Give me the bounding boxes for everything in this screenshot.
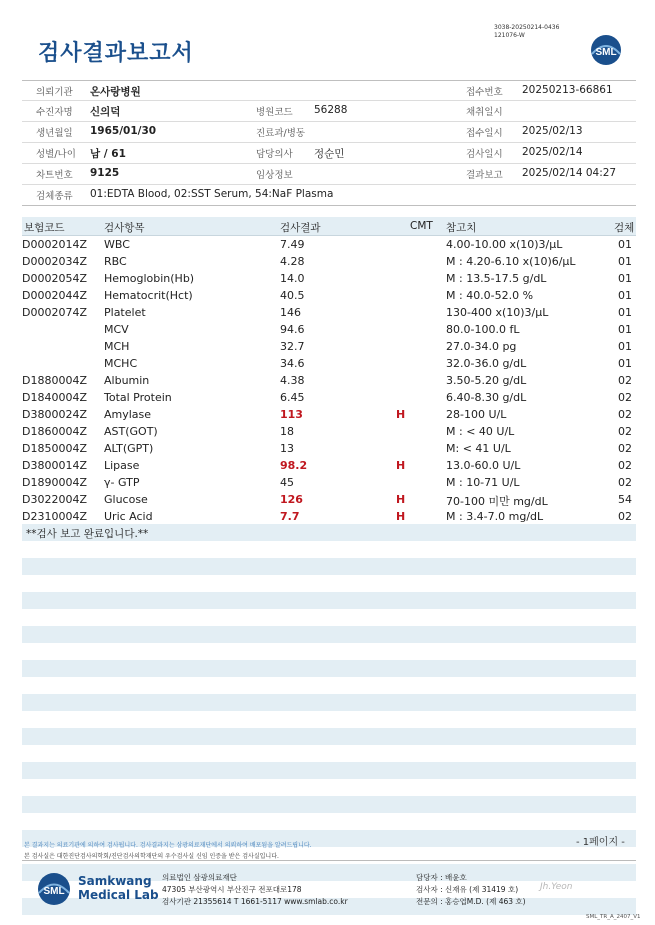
results-table bbox=[22, 217, 636, 525]
form-number: SML_TR_A_2407_V1 bbox=[586, 914, 641, 920]
report-title: 검사결과보고서 bbox=[38, 41, 194, 66]
cell-test-name: Amylase bbox=[104, 408, 152, 421]
cell-result: 32.7 bbox=[280, 340, 305, 353]
cell-result: 146 bbox=[280, 306, 301, 319]
cell-flag: H bbox=[396, 408, 406, 421]
test-date-value: 2025/02/14 bbox=[522, 146, 583, 158]
cell-result: 14.0 bbox=[280, 272, 305, 285]
cell-result: 34.6 bbox=[280, 357, 305, 370]
cell-reference: M : 10-71 U/L bbox=[446, 476, 520, 489]
cell-test-name: MCHC bbox=[104, 357, 138, 370]
table-row bbox=[22, 440, 636, 457]
sex-age-value: 남 / 61 bbox=[90, 148, 126, 160]
cell-code: D3800014Z bbox=[22, 459, 87, 472]
samkwang-logo-icon bbox=[34, 872, 74, 906]
receipt-no-value: 20250213-66861 bbox=[522, 84, 613, 96]
cell-reference: M: < 41 U/L bbox=[446, 442, 511, 455]
empty-row-band bbox=[22, 660, 636, 677]
cell-result: 94.6 bbox=[280, 323, 305, 336]
table-row bbox=[22, 355, 636, 372]
cell-code: D0002074Z bbox=[22, 306, 87, 319]
cell-code: D1840004Z bbox=[22, 391, 87, 404]
cell-specimen: 02 bbox=[618, 391, 632, 404]
empty-row-band bbox=[22, 626, 636, 643]
cell-reference: M : 3.4-7.0 mg/dL bbox=[446, 510, 544, 523]
cell-specimen: 02 bbox=[618, 476, 632, 489]
cell-test-name: γ- GTP bbox=[104, 476, 140, 489]
empty-row-band bbox=[22, 796, 636, 813]
svg-text:SML: SML bbox=[595, 47, 617, 58]
cell-reference: 3.50-5.20 g/dL bbox=[446, 374, 527, 387]
patient-info: 의뢰기관 온사랑병원 접수번호 20250213-66861 수진자명 신의덕 병원코드 56288 채취일시 생년월일 1965/01/30 진료과/병동 접수일시 2025/02/13 성별/나이 남 / 61 담당의사 정순민 검사일시 2025/02/14 차트번호 9125 임상정보 결과보고 2025/02/14 04:27 검체종류 01:EDTA Blood, 02:SST Serum, 54:NaF Plasma bbox=[22, 80, 636, 206]
staff-info: 담당자 : 배윤호 검사자 : 신재유 (제 31419 호) 전문의 : 홍승엽M.D. (제 463 호) bbox=[416, 873, 526, 906]
cell-test-name: Uric Acid bbox=[104, 510, 153, 523]
table-row bbox=[22, 372, 636, 389]
table-row bbox=[22, 457, 636, 474]
empty-row-band bbox=[22, 558, 636, 575]
signature: Jh.Yeon bbox=[540, 882, 573, 892]
cell-specimen: 01 bbox=[618, 323, 632, 336]
cell-test-name: Glucose bbox=[104, 493, 148, 506]
cell-result: 7.49 bbox=[280, 238, 305, 251]
cell-test-name: Total Protein bbox=[104, 391, 172, 404]
cell-result: 13 bbox=[280, 442, 294, 455]
completion-note: **검사 보고 완료입니다.** bbox=[22, 524, 636, 541]
cell-code: D3800024Z bbox=[22, 408, 87, 421]
cell-test-name: AST(GOT) bbox=[104, 425, 158, 438]
table-row bbox=[22, 253, 636, 270]
cell-result: 18 bbox=[280, 425, 294, 438]
cell-test-name: ALT(GPT) bbox=[104, 442, 154, 455]
table-row bbox=[22, 423, 636, 440]
cell-result: 45 bbox=[280, 476, 294, 489]
table-row bbox=[22, 270, 636, 287]
cell-code: D3022004Z bbox=[22, 493, 87, 506]
cell-result: 40.5 bbox=[280, 289, 305, 302]
cell-code: D0002044Z bbox=[22, 289, 87, 302]
cell-test-name: Hemoglobin(Hb) bbox=[104, 272, 195, 285]
cell-reference: 27.0-34.0 pg bbox=[446, 340, 517, 353]
svg-text:SML: SML bbox=[43, 886, 65, 897]
birth-value: 1965/01/30 bbox=[90, 125, 157, 137]
cell-test-name: RBC bbox=[104, 255, 127, 268]
cell-specimen: 02 bbox=[618, 442, 632, 455]
cell-specimen: 01 bbox=[618, 238, 632, 251]
specimen-value: 01:EDTA Blood, 02:SST Serum, 54:NaF Plasma bbox=[90, 188, 334, 200]
cell-specimen: 01 bbox=[618, 272, 632, 285]
hospital-code-value: 56288 bbox=[314, 104, 348, 116]
cell-test-name: WBC bbox=[104, 238, 130, 251]
cell-code: D1860004Z bbox=[22, 425, 87, 438]
cell-result: 113 bbox=[280, 408, 303, 421]
table-row bbox=[22, 389, 636, 406]
cell-specimen: 01 bbox=[618, 289, 632, 302]
cell-reference: 6.40-8.30 g/dL bbox=[446, 391, 527, 404]
page-number: - 1페이지 - bbox=[576, 837, 625, 848]
cell-flag: H bbox=[396, 493, 406, 506]
cell-code: D0002014Z bbox=[22, 238, 87, 251]
receipt-date-value: 2025/02/13 bbox=[522, 125, 583, 137]
table-row bbox=[22, 508, 636, 525]
cell-result: 126 bbox=[280, 493, 303, 506]
cell-specimen: 02 bbox=[618, 425, 632, 438]
cell-reference: 130-400 x(10)3/µL bbox=[446, 306, 549, 319]
cell-reference: 80.0-100.0 fL bbox=[446, 323, 520, 336]
doctor-value: 정순민 bbox=[314, 148, 345, 160]
cell-test-name: Platelet bbox=[104, 306, 146, 319]
cell-reference: 28-100 U/L bbox=[446, 408, 507, 421]
document-id: 3038-20250214-0436 121076-W bbox=[494, 24, 560, 39]
cell-reference: M : 4.20-6.10 x(10)6/µL bbox=[446, 255, 576, 268]
cell-specimen: 02 bbox=[618, 374, 632, 387]
institution-value: 온사랑병원 bbox=[90, 86, 141, 98]
cell-test-name: Lipase bbox=[104, 459, 140, 472]
cell-specimen: 02 bbox=[618, 510, 632, 523]
table-row bbox=[22, 236, 636, 253]
cell-reference: 70-100 미만 mg/dL bbox=[446, 495, 548, 508]
table-row bbox=[22, 406, 636, 423]
cell-reference: 4.00-10.00 x(10)3/µL bbox=[446, 238, 563, 251]
cell-code: D2310004Z bbox=[22, 510, 87, 523]
cell-reference: 13.0-60.0 U/L bbox=[446, 459, 521, 472]
cell-reference: 32.0-36.0 g/dL bbox=[446, 357, 527, 370]
disclaimer: 본 결과지는 의료기관에 의하여 검사됩니다. 검사결과지는 삼광의료재단에서 의뢰하여 배포됨을 알려드립니다. bbox=[24, 842, 312, 849]
cell-specimen: 01 bbox=[618, 306, 632, 319]
cell-reference: M : 13.5-17.5 g/dL bbox=[446, 272, 547, 285]
cell-reference: M : 40.0-52.0 % bbox=[446, 289, 534, 302]
table-row bbox=[22, 338, 636, 355]
cell-specimen: 01 bbox=[618, 255, 632, 268]
company-name: Samkwang Medical Lab bbox=[78, 874, 159, 902]
empty-row-band bbox=[22, 728, 636, 745]
cell-specimen: 54 bbox=[618, 493, 632, 506]
cell-result: 4.38 bbox=[280, 374, 305, 387]
cell-test-name: MCV bbox=[104, 323, 129, 336]
patient-name-value: 신의덕 bbox=[90, 106, 121, 118]
organization-info: 의료법인 삼광의료재단 47305 부산광역시 부산진구 전포대로178 검사기관 21355614 T 1661-5117 www.smlab.co.kr bbox=[162, 873, 348, 906]
cell-code: D1890004Z bbox=[22, 476, 87, 489]
report-date-value: 2025/02/14 04:27 bbox=[522, 167, 617, 179]
cell-result: 98.2 bbox=[280, 459, 308, 472]
table-row bbox=[22, 491, 636, 508]
cell-result: 7.7 bbox=[280, 510, 300, 523]
table-row bbox=[22, 321, 636, 338]
empty-row-band bbox=[22, 694, 636, 711]
cell-code: D0002054Z bbox=[22, 272, 87, 285]
cell-specimen: 02 bbox=[618, 459, 632, 472]
cell-specimen: 01 bbox=[618, 340, 632, 353]
cell-specimen: 02 bbox=[618, 408, 632, 421]
chart-no-value: 9125 bbox=[90, 167, 120, 179]
cell-reference: M : < 40 U/L bbox=[446, 425, 515, 438]
cell-flag: H bbox=[396, 510, 406, 523]
footer-divider bbox=[22, 860, 636, 861]
cell-code: D1850004Z bbox=[22, 442, 87, 455]
sml-logo-icon bbox=[588, 34, 624, 66]
table-row bbox=[22, 474, 636, 491]
cell-result: 4.28 bbox=[280, 255, 305, 268]
cell-test-name: MCH bbox=[104, 340, 130, 353]
table-row bbox=[22, 304, 636, 321]
table-row bbox=[22, 287, 636, 304]
cell-specimen: 01 bbox=[618, 357, 632, 370]
cell-code: D0002034Z bbox=[22, 255, 87, 268]
empty-row-band bbox=[22, 762, 636, 779]
empty-row-band bbox=[22, 592, 636, 609]
cell-test-name: Albumin bbox=[104, 374, 150, 387]
cell-test-name: Hematocrit(Hct) bbox=[104, 289, 193, 302]
certification-note: 본 검사실은 대한진단검사의학회/진단검사의학재단의 우수검사실 신임 인증을 받은 검사실입니다. bbox=[24, 853, 279, 860]
cell-result: 6.45 bbox=[280, 391, 305, 404]
cell-flag: H bbox=[396, 459, 406, 472]
cell-code: D1880004Z bbox=[22, 374, 87, 387]
table-header: 보험코드 검사항목 검사결과 CMT 참고치 검체 bbox=[22, 217, 636, 236]
